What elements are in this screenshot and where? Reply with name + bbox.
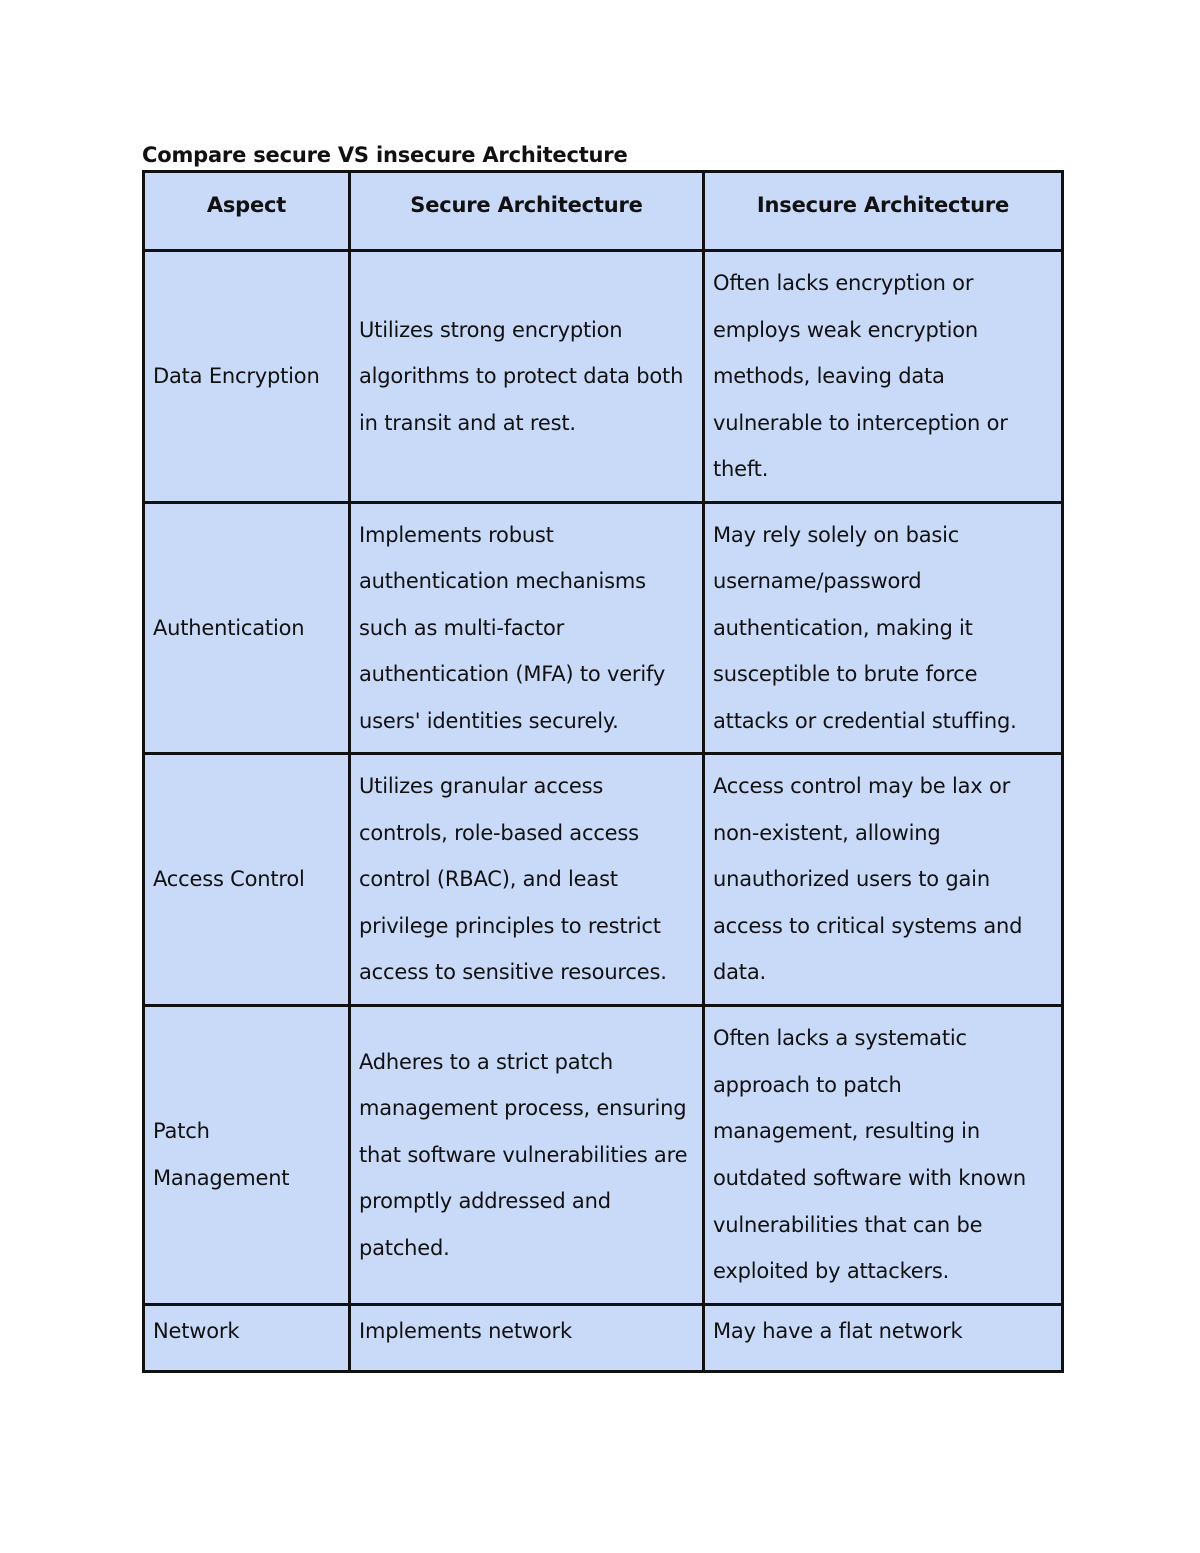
header-aspect: Aspect xyxy=(144,172,350,251)
aspect-cell: Network xyxy=(144,1305,350,1372)
table-row xyxy=(144,1006,1063,1305)
aspect-cell: Patch Management xyxy=(144,1006,350,1305)
table-row xyxy=(144,503,1063,754)
secure-cell: Implements robust authentication mechanisms such as multi-factor authentication (MFA) to verify users' identities securely. xyxy=(350,503,704,754)
table-row xyxy=(144,1305,1063,1372)
insecure-cell: Often lacks encryption or employs weak encryption methods, leaving data vulnerable to interception or theft. xyxy=(704,251,1063,503)
secure-cell: Adheres to a strict patch management process, ensuring that software vulnerabilities are promptly addressed and patched. xyxy=(350,1006,704,1305)
secure-cell: Implements network xyxy=(350,1305,704,1372)
header-secure-architecture: Secure Architecture xyxy=(350,172,704,251)
comparison-table xyxy=(142,170,1064,1373)
secure-cell: Utilizes granular access controls, role-based access control (RBAC), and least privilege principles to restrict access to sensitive resources. xyxy=(350,754,704,1006)
aspect-cell: Data Encryption xyxy=(144,251,350,503)
aspect-cell: Access Control xyxy=(144,754,350,1006)
page-title: Compare secure VS insecure Architecture xyxy=(142,143,628,167)
insecure-cell: Often lacks a systematic approach to patch management, resulting in outdated software with known vulnerabilities that can be exploited by attackers. xyxy=(704,1006,1063,1305)
header-insecure-architecture: Insecure Architecture xyxy=(704,172,1063,251)
table-row xyxy=(144,754,1063,1006)
table-header-row xyxy=(144,172,1063,251)
insecure-cell: May have a flat network xyxy=(704,1305,1063,1372)
secure-cell: Utilizes strong encryption algorithms to protect data both in transit and at rest. xyxy=(350,251,704,503)
table-row xyxy=(144,251,1063,503)
insecure-cell: Access control may be lax or non-existent, allowing unauthorized users to gain access to critical systems and data. xyxy=(704,754,1063,1006)
aspect-cell: Authentication xyxy=(144,503,350,754)
insecure-cell: May rely solely on basic username/password authentication, making it susceptible to brute force attacks or credential stuffing. xyxy=(704,503,1063,754)
